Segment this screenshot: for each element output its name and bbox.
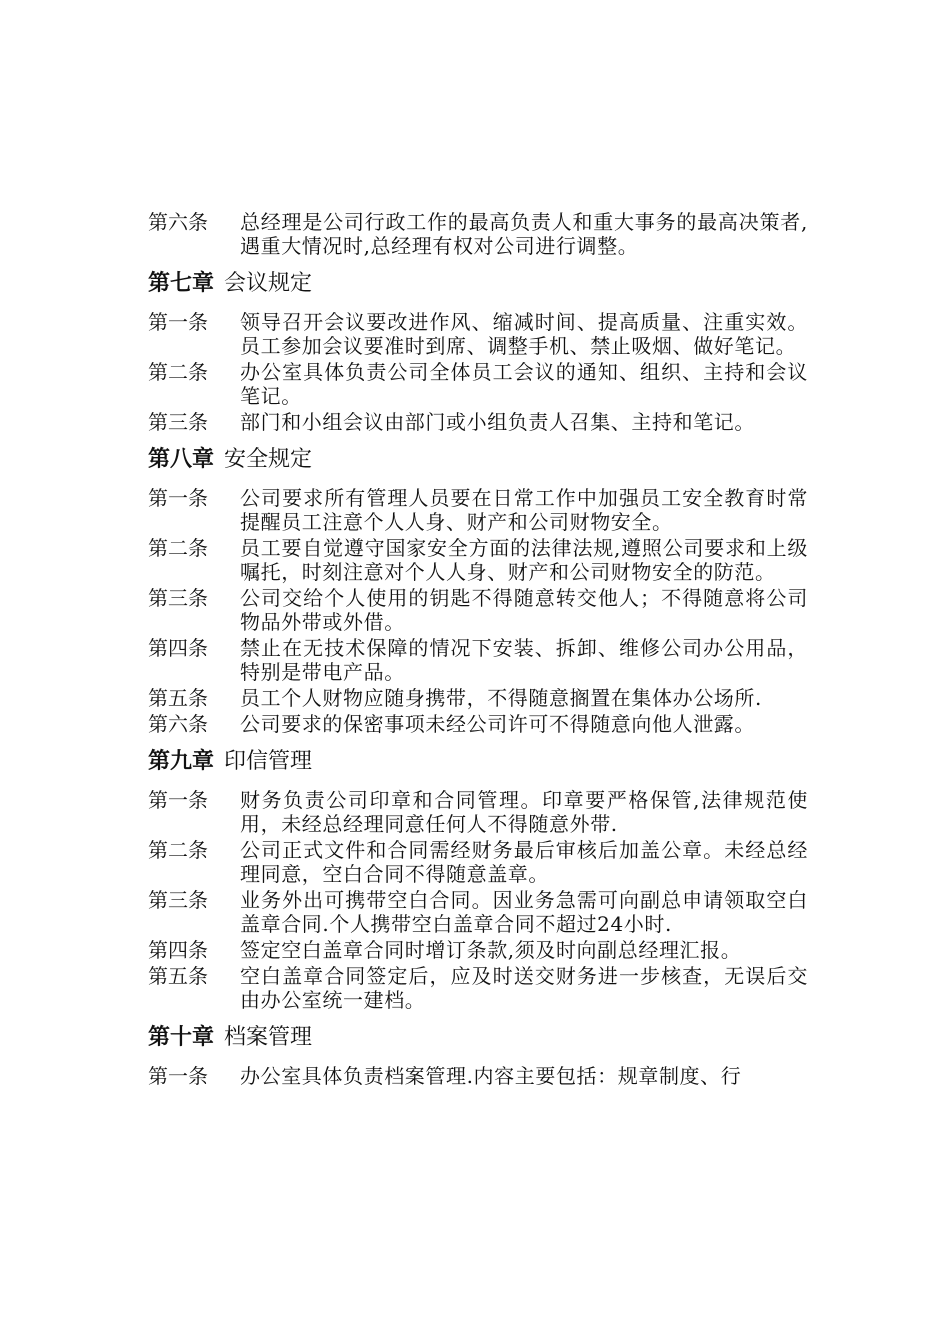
- article-number: 第一条: [148, 788, 208, 812]
- article-number: 第二条: [148, 536, 208, 560]
- article-text: 业务外出可携带空白合同。因业务急需可向副总申请领取空白盖章合同.个人携带空白盖章合同不超过24小时.: [240, 888, 808, 936]
- article-1-ch8: [148, 486, 808, 534]
- article-text: 总经理是公司行政工作的最高负责人和重大事务的最高决策者,遇重大情况时,总经理有权对公司进行调整。: [240, 210, 808, 258]
- article-3-ch8: [148, 586, 808, 634]
- article-text: 公司要求所有管理人员要在日常工作中加强员工安全教育时常提醒员工注意个人人身、财产和公司财物安全。: [240, 486, 808, 534]
- article-number: 第五条: [148, 686, 208, 710]
- article-number: 第六条: [148, 210, 208, 234]
- article-4-ch9: [148, 938, 808, 962]
- chapter-10-heading: [148, 1024, 808, 1052]
- article-text: 禁止在无技术保障的情况下安装、拆卸、维修公司办公用品，特别是带电产品。: [240, 636, 808, 684]
- article-text: 员工个人财物应随身携带，不得随意搁置在集体办公场所.: [240, 686, 762, 710]
- article-number: 第二条: [148, 838, 208, 862]
- article-text: 空白盖章合同签定后，应及时送交财务进一步核查，无误后交由办公室统一建档。: [240, 964, 808, 1012]
- article-text: 领导召开会议要改进作风、缩减时间、提高质量、注重实效。员工参加会议要准时到席、调整手机、禁止吸烟、做好笔记。: [240, 310, 808, 358]
- article-text: 办公室具体负责公司全体员工会议的通知、组织、主持和会议笔记。: [240, 360, 808, 408]
- article-text: 公司要求的保密事项未经公司许可不得随意向他人泄露。: [240, 712, 755, 736]
- article-2-ch7: [148, 360, 808, 408]
- chapter-title: 档案管理: [224, 1025, 313, 1050]
- article-number: 第四条: [148, 938, 208, 962]
- article-3-ch7: [148, 410, 808, 434]
- article-4-ch8: [148, 636, 808, 684]
- article-number: 第一条: [148, 486, 208, 510]
- article-text: 员工要自觉遵守国家安全方面的法律法规,遵照公司要求和上级嘱托，时刻注意对个人人身、财产和公司财物安全的防范。: [240, 536, 808, 584]
- chapter-number: 第七章: [148, 271, 215, 296]
- article-number: 第一条: [148, 1064, 208, 1088]
- article-number: 第五条: [148, 964, 208, 988]
- article-3-ch9: [148, 888, 808, 936]
- article-2-ch8: [148, 536, 808, 584]
- article-number: 第六条: [148, 712, 208, 736]
- article-6-ch6: [148, 210, 808, 258]
- chapter-number: 第九章: [148, 749, 215, 774]
- chapter-title: 安全规定: [224, 447, 313, 472]
- article-text: 公司交给个人使用的钥匙不得随意转交他人；不得随意将公司物品外带或外借。: [240, 586, 808, 634]
- document-page: [148, 210, 808, 1090]
- chapter-8-heading: [148, 446, 808, 474]
- article-5-ch8: [148, 686, 808, 710]
- article-text: 财务负责公司印章和合同管理。印章要严格保管,法律规范使用，未经总经理同意任何人不得随意外带.: [240, 788, 808, 836]
- chapter-number: 第八章: [148, 447, 215, 472]
- article-6-ch8: [148, 712, 808, 736]
- article-number: 第二条: [148, 360, 208, 384]
- chapter-7-heading: [148, 270, 808, 298]
- article-1-ch10: [148, 1064, 808, 1088]
- chapter-9-heading: [148, 748, 808, 776]
- chapter-title: 印信管理: [224, 749, 313, 774]
- article-number: 第三条: [148, 586, 208, 610]
- article-2-ch9: [148, 838, 808, 886]
- article-text: 公司正式文件和合同需经财务最后审核后加盖公章。未经总经理同意，空白合同不得随意盖章。: [240, 838, 808, 886]
- chapter-number: 第十章: [148, 1025, 215, 1050]
- article-text: 签定空白盖章合同时增订条款,须及时向副总经理汇报。: [240, 938, 742, 962]
- article-1-ch7: [148, 310, 808, 358]
- article-5-ch9: [148, 964, 808, 1012]
- article-1-ch9: [148, 788, 808, 836]
- article-text: 办公室具体负责档案管理.内容主要包括：规章制度、行: [240, 1064, 742, 1088]
- chapter-title: 会议规定: [224, 271, 313, 296]
- article-number: 第一条: [148, 310, 208, 334]
- article-number: 第四条: [148, 636, 208, 660]
- article-text: 部门和小组会议由部门或小组负责人召集、主持和笔记。: [240, 410, 755, 434]
- article-number: 第三条: [148, 410, 208, 434]
- article-number: 第三条: [148, 888, 208, 912]
